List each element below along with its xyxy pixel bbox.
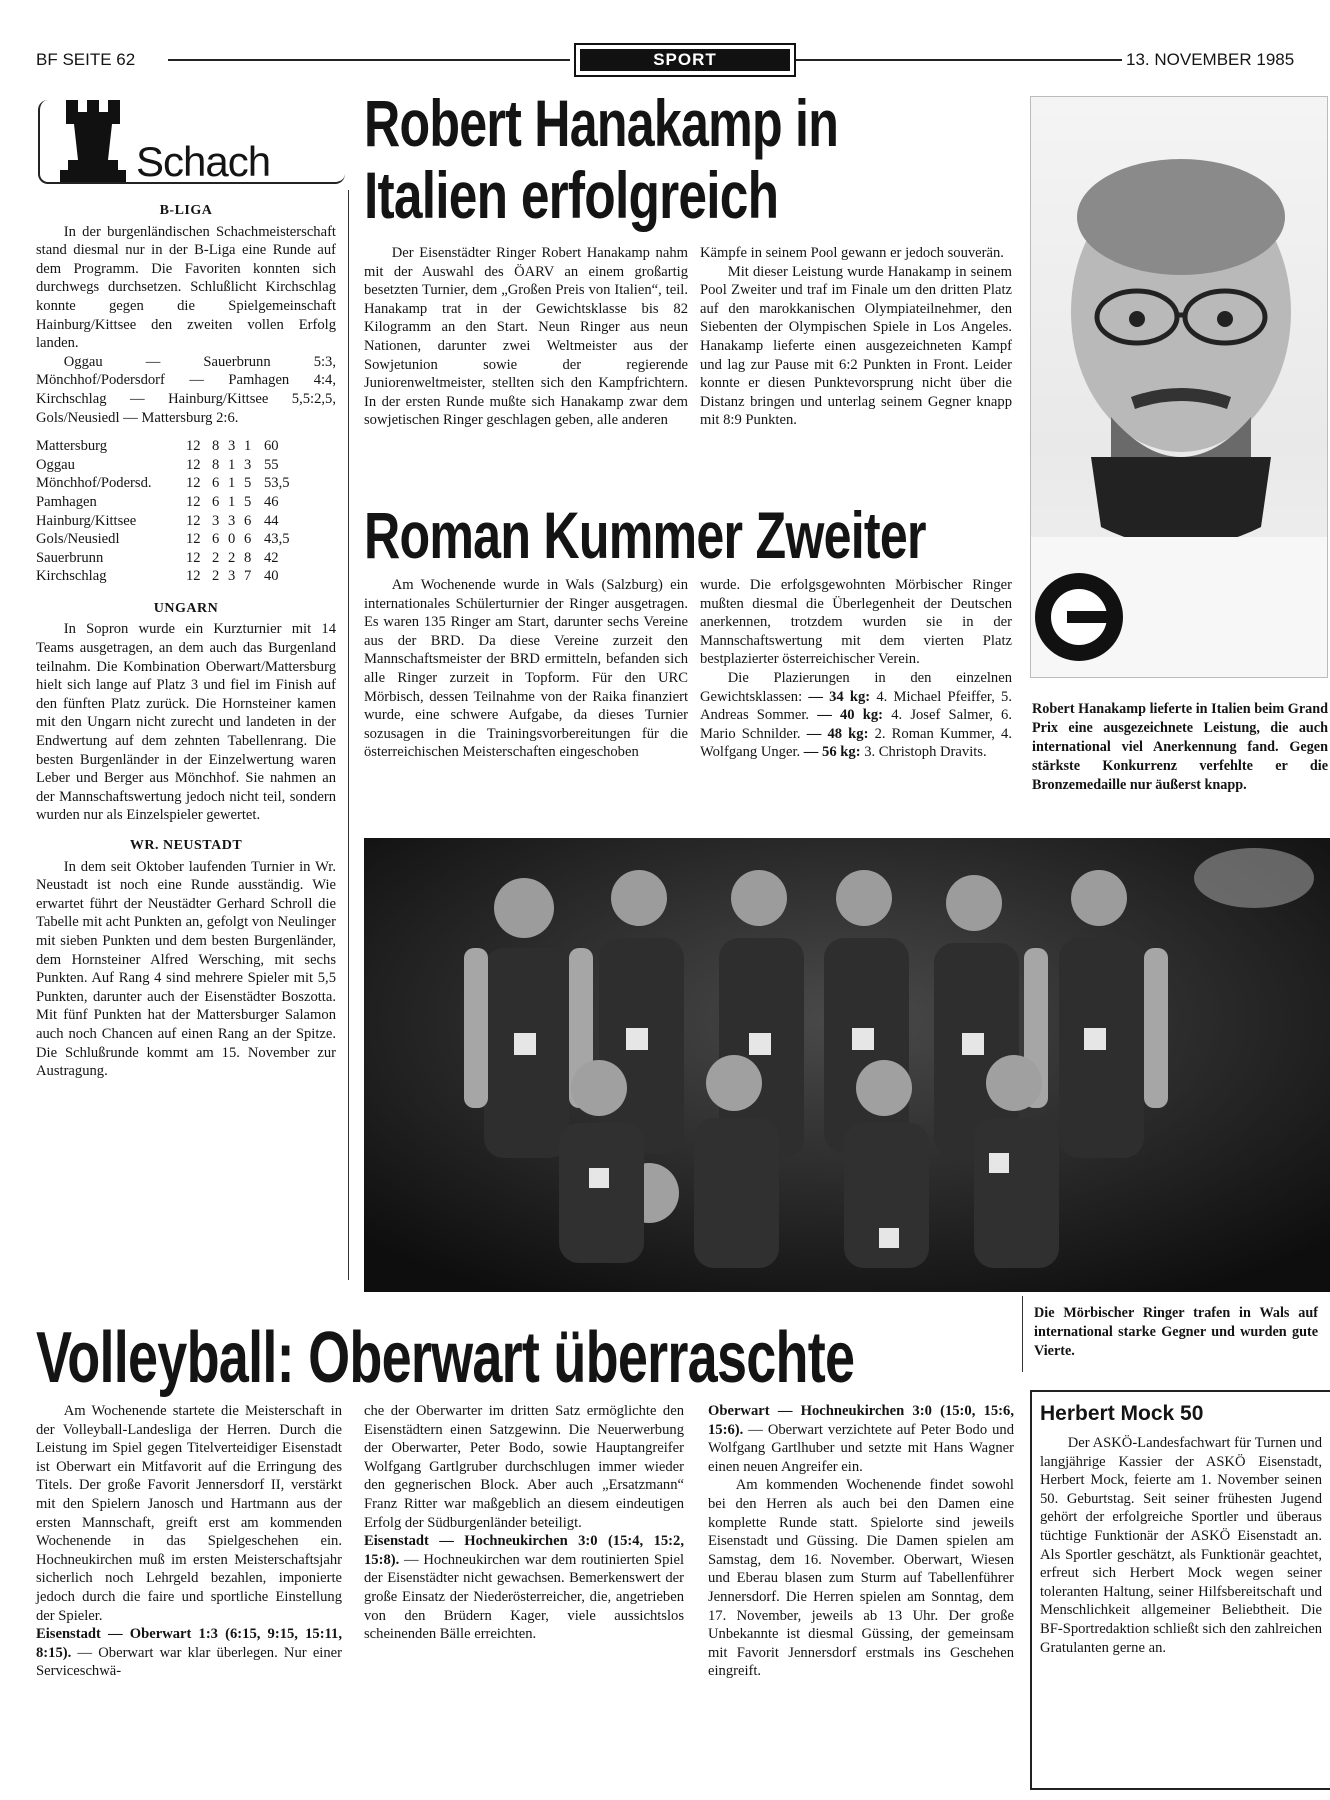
table-cell-b: 3 [212, 512, 220, 529]
table-cell-b: 8 [212, 456, 220, 473]
table-cell-a: 12 [186, 456, 201, 473]
table-cell-team: Oggau [36, 456, 75, 473]
result-eisenstadt-hochneukirchen [364, 1532, 684, 1644]
portrait-photo [1030, 96, 1328, 678]
placings-intro: Die Plazierungen in den einzelnen Gewichtsklassen: [700, 669, 1012, 705]
article1-paragraph: Mit dieser Leistung wurde Hanakamp in seinem Pool Zweiter und traf im Finale um den dritten Platz auf den marokkanischen Olympiateilnehmer, den Siebenten der Olympischen Spiele in Los Angeles. Hanakamp lieferte einen ausgezeichneten Kampf und lag zur Pause mit 6:2 Punkten in Front. Leider konnte er diesen Punktevorsprung nicht über die Distanz bringen und unterlag seinem Gegner knapp mit 8:9 Punkten. [700, 263, 1012, 429]
table-cell-a: 12 [186, 475, 201, 492]
weight-class-34: — 34 kg: [808, 688, 871, 705]
article3-column-3 [708, 1402, 1014, 1681]
table-cell-c: 3 [228, 568, 236, 585]
placings-40: 4. Josef Salmer, 6. Mario Schnilder. [700, 707, 1012, 742]
table-cell-c: 0 [228, 531, 236, 548]
table-cell-d: 5 [244, 493, 252, 510]
article3-column-2 [364, 1402, 684, 1644]
result-score: Oberwart — Hochneukirchen 3:0 (15:0, 15:6, 15:6). [708, 1403, 1014, 1438]
table-row [36, 456, 336, 475]
result-text: — Hochneukirchen war dem routinierten Spiel der Eisenstädter nicht gewachsen. Bemerkenswert der große Einsatz der Niederösterreicher, die, angetrieben von den Brüdern Kager, viele aussichtslos scheinenden Bälle erreichten. [364, 1551, 684, 1643]
mock-title: Herbert Mock 50 [1040, 1402, 1204, 1425]
issue-date: 13. NOVEMBER 1985 [1126, 50, 1295, 69]
placings-48: 2. Roman Kummer, 4. Wolfgang Unger. [700, 725, 1012, 761]
portrait-illustration [1031, 97, 1327, 677]
table-cell-team: Mönchhof/Podersd. [36, 475, 152, 492]
table-cell-team: Hainburg/Kittsee [36, 512, 137, 529]
table-cell-a: 12 [186, 568, 201, 585]
mock-text-column [1040, 1434, 1322, 1657]
portrait-caption: Robert Hanakamp lieferte in Italien beim Grand Prix eine ausgezeichnete Leistung, die auch international viel Anerkennung fand. Gegen stärkste Konkurrenz verfehlte er die Bronzemedaille nur äußerst knapp. [1032, 701, 1328, 793]
chess-column-rule [348, 190, 349, 1280]
table-cell-b: 6 [212, 475, 220, 492]
article2-placings [700, 669, 1012, 762]
table-cell-a: 12 [186, 438, 201, 455]
table-cell-e: 44 [264, 512, 279, 529]
result-text: — Oberwart verzichtete auf Peter Bodo und Wolfgang Gartlhuber und setzte mit Hans Wagner einen neuen Angreifer ein. [708, 1421, 1014, 1475]
table-cell-b: 8 [212, 438, 220, 455]
table-cell-a: 12 [186, 531, 201, 548]
table-cell-e: 40 [264, 568, 279, 585]
chess-paragraph: In der burgenländischen Schachmeisterschaft stand diesmal nur in der B-Liga eine Runde auf dem Programm. Die Favoriten konnten sich durchwegs durchsetzen. Schlußlicht Kirchschlag konnte gegen die Spielgemeinschaft Hainburg/Kittsee den zweiten vollen Erfolg landen. [36, 223, 336, 352]
team-caption-rule [1022, 1296, 1023, 1372]
article3-paragraph: che der Oberwarter im dritten Satz ermöglichte den Eisenstädtern einen Satzgewinn. Die Neuerwerbung der Oberwarter, Peter Bodo, sowie Hauptangreifer Wolfgang Gartlgruber durchschlugen immer wieder den gegnerischen Block. Aber auch „Ersatzmann“ Franz Ritter war maßgeblich an diesem eindeutigen Erfolg der Südburgenländer beteiligt. [364, 1403, 684, 1531]
mock-box [1030, 1390, 1330, 1790]
result-score: Eisenstadt — Oberwart 1:3 (6:15, 9:15, 15:11, 8:15). [36, 1626, 342, 1661]
table-cell-e: 43,5 [264, 531, 290, 548]
placings-56: 3. Christoph Dravits. [860, 744, 987, 761]
chess-subhead-ungarn: UNGARN [153, 600, 219, 616]
chess-column [36, 196, 336, 1081]
table-cell-d: 6 [244, 512, 252, 529]
table-cell-c: 3 [228, 438, 236, 455]
weight-class-48: — 48 kg: [806, 725, 869, 742]
table-cell-e: 60 [264, 438, 279, 455]
article1-column-1 [364, 244, 688, 430]
table-cell-c: 3 [228, 512, 236, 529]
table-row [36, 474, 336, 493]
result-oberwart-hochneukirchen [708, 1402, 1014, 1476]
article2-headline: Roman Kummer Zweiter [364, 498, 926, 572]
table-cell-d: 3 [244, 456, 252, 473]
table-cell-e: 53,5 [264, 475, 290, 492]
chess-subhead-wrneustadt: WR. NEUSTADT [129, 838, 243, 853]
table-cell-b: 6 [212, 531, 220, 548]
chess-subhead-bliga: B-LIGA [159, 203, 213, 218]
article2-paragraph: wurde. Die erfolgsgewohnten Mörbischer Ringer mußten diesmal die Überlegenheit der Deutschen anerkennen, trotzdem wurden sie in der Mannschaftswertung mit dem vierten Platz bestplazierter österreichischer Verein. [700, 577, 1012, 668]
table-cell-d: 1 [244, 438, 252, 455]
table-cell-d: 5 [244, 475, 252, 492]
table-cell-team: Kirchschlag [36, 568, 107, 585]
article3-paragraph: Am kommenden Wochenende findet sowohl bei den Herren als auch bei den Damen eine komplette Runde statt. Spielorte sind jeweils Eisenstadt und Güssing. Die Damen spielen am Samstag, dem 16. November. Oberwart, Wiesen und Eberau blasen zum Sturm auf Tabellenführer Jennersdorf. Die Herren spielen am Sonntag, dem 17. November, jeweils ab 13 Uhr. Der große Unbekannte ist diesmal Güssing, der gemeinsam mit Favorit Jennersdorf erstmals ins Geschehen eingreift. [708, 1477, 1014, 1680]
result-score: Eisenstadt — Hochneukirchen 3:0 (15:4, 15:2, 15:8). [364, 1533, 684, 1568]
table-cell-c: 1 [228, 493, 236, 510]
table-row [36, 530, 336, 549]
weight-class-56: — 56 kg: [803, 744, 861, 761]
table-cell-b: 2 [212, 549, 220, 566]
article1-headline-line2: Italien erfolgreich [364, 158, 779, 232]
table-cell-team: Mattersburg [36, 438, 108, 455]
result-text: — Oberwart war klar überlegen. Nur einer Serviceschwä- [36, 1644, 342, 1680]
section-label: SPORT [580, 49, 790, 71]
result-eisenstadt-oberwart [36, 1625, 342, 1681]
table-row [36, 493, 336, 512]
article3-headline: Volleyball: Oberwart überraschte [36, 1318, 855, 1398]
header-rule-right [796, 59, 1122, 61]
weight-class-40: — 40 kg: [817, 707, 884, 724]
table-cell-team: Sauerbrunn [36, 549, 104, 566]
placings-34: 4. Michael Pfeiffer, 5. Andreas Sommer. [700, 688, 1012, 724]
page-number: BF SEITE 62 [36, 50, 136, 69]
table-cell-a: 12 [186, 549, 201, 566]
article2-column-2 [700, 576, 1012, 762]
section-label-box [574, 43, 796, 77]
table-row [36, 512, 336, 531]
table-cell-a: 12 [186, 493, 201, 510]
table-cell-a: 12 [186, 512, 201, 529]
chess-logo-text: Schach [136, 138, 271, 185]
mock-paragraph: Der ASKÖ-Landesfachwart für Turnen und langjährige Kassier der ASKÖ Eisenstadt, Herbert Mock, feierte am 1. November seinen 50. Geburtstag. Seit seiner frühesten Jugend gehört der erfolgreiche Sportler und überaus tüchtige Funktionär der ASKÖ Eisenstadt an. Als Sportler geschätzt, als Funktionär geachtet, erfreut sich Herbert Mock wegen seiner toleranten Haltung, seiner Hilfsbereitschaft und Menschlichkeit allgemeiner Beliebtheit. Die BF-Sportredaktion schließt sich den zahlreichen Gratulanten gerne an. [1040, 1435, 1322, 1656]
article2-paragraph: Am Wochenende wurde in Wals (Salzburg) ein internationales Schülerturnier der Ringer ausgetragen. Es waren 135 Ringer am Start, darunter sechs Vereine aus der BRD. Da diese Vereine zurzeit den Mannschaftsmeister der BRD ermitteln, befanden sich alle Ringer zurzeit in Topform. Für den URC Mörbisch, dessen Teilnahme von der Raika finanziert wurde, eine schwere Aufgabe, da dieses Turnier sozusagen in die Trainingsvorbereitungen für die österreichischen Meisterschaften eingeschoben [364, 577, 688, 761]
table-cell-e: 55 [264, 456, 279, 473]
article3-paragraph: Am Wochenende startete die Meisterschaft in der Volleyball-Landesliga der Herren. Durch die Leistung im Spiel gegen Titelverteidiger Eisenstadt ist Oberwart ein Mitfavorit auf die Erringung des Titels. Der große Favorit Jennersdorf II, verstärkt mit den Spielern Janosch und Hartmann aus der ersten Mannschaft, greift erst am kommenden Wochenende in das Spielgeschehen ein. Hochneukirchen muß im ersten Meisterschaftsjahr sicherlich noch Lehrgeld bezahlen, imponierte jedoch durch die faire und sportliche Einstellung der Spieler. [36, 1403, 342, 1624]
table-cell-c: 1 [228, 475, 236, 492]
table-cell-c: 1 [228, 456, 236, 473]
chess-standings-table [36, 437, 336, 586]
team-photo-illustration [364, 838, 1330, 1292]
table-cell-c: 2 [228, 549, 236, 566]
table-row [36, 549, 336, 568]
chess-paragraph: In Sopron wurde ein Kurzturnier mit 14 Teams ausgetragen, an dem auch das Burgenland teilnahm. Die Kombination Oberwart/Mattersburg hielt sich lange auf Platz 3 und fiel im Finish auf den fünften Platz zurück. Die Hornsteiner kamen mit den Ungarn nicht zurecht und landeten in der Endwertung auf dem zehnten Tabellenrang. Die besten Burgenländer in der Einzelwertung waren Leber und Berger aus Mönchhof. Sie nahmen an der Mannschaftswertung jedoch nicht teil, sondern wurden nur als Einzelspieler gewertet. [36, 621, 336, 824]
chess-results: Oggau — Sauerbrunn 5:3, Mönchhof/Podersdorf — Pamhagen 4:4, Kirchschlag — Hainburg/Kittsee 5,5:2,5, Gols/Neusiedl — Mattersburg 2:6. [36, 353, 336, 426]
team-photo-caption: Die Mörbischer Ringer trafen in Wals auf international starke Gegner und wurden gute Vierte. [1034, 1305, 1318, 1359]
article3-column-1 [36, 1402, 342, 1681]
article2-column-1 [364, 576, 688, 762]
team-photo [364, 838, 1330, 1292]
table-cell-e: 42 [264, 549, 279, 566]
table-cell-b: 2 [212, 568, 220, 585]
article1-column-2 [700, 244, 1012, 430]
table-row [36, 567, 336, 586]
table-cell-d: 6 [244, 531, 252, 548]
table-cell-d: 8 [244, 549, 252, 566]
chess-paragraph: In dem seit Oktober laufenden Turnier in Wr. Neustadt ist noch eine Runde ausständig. Wie erwartet führt der Neustädter Gerhard Schroll die Tabelle mit acht Punkten an, gefolgt von Neulinger mit sieben Punkten und dem besten Burgenländer, dem Hornsteiner Alfred Wersching, mit sechs Punkten. Auf Rang 4 sind mehrere Spieler mit 5,5 Punkten, darunter auch der Eisenstädter Boszotta. Mit fünf Punkten hat der Mattersburger Salamon auch noch Chancen auf einen Rang an der Spitze. Die Schlußrunde kommt am 15. November zur Austragung. [36, 858, 336, 1080]
article1-paragraph: Kämpfe in seinem Pool gewann er jedoch souverän. [700, 245, 1004, 261]
chess-logo [38, 94, 348, 186]
table-cell-team: Gols/Neusiedl [36, 531, 120, 548]
table-cell-e: 46 [264, 493, 279, 510]
table-cell-team: Pamhagen [36, 493, 97, 510]
header-rule-left [168, 59, 570, 61]
article1-headline-line1: Robert Hanakamp in [364, 86, 839, 160]
article1-paragraph: Der Eisenstädter Ringer Robert Hanakamp nahm mit der Auswahl des ÖARV an einem großartig besetzten Turnier, dem „Großen Preis von Italien“, teil. Hanakamp trat in der Gewichtsklasse bis 82 Kilogramm an den Start. Neun Ringer aus neun Nationen, darunter zwei Weltmeister aus der Sowjetunion sowie der regierende Juniorenweltmeister, stellten sich den Kampfrichtern. In der ersten Runde mußte sich Hanakamp zwar dem sowjetischen Ringer geschlagen geben, alle anderen [364, 245, 688, 429]
table-row [36, 437, 336, 456]
table-cell-b: 6 [212, 493, 220, 510]
table-cell-d: 7 [244, 568, 252, 585]
